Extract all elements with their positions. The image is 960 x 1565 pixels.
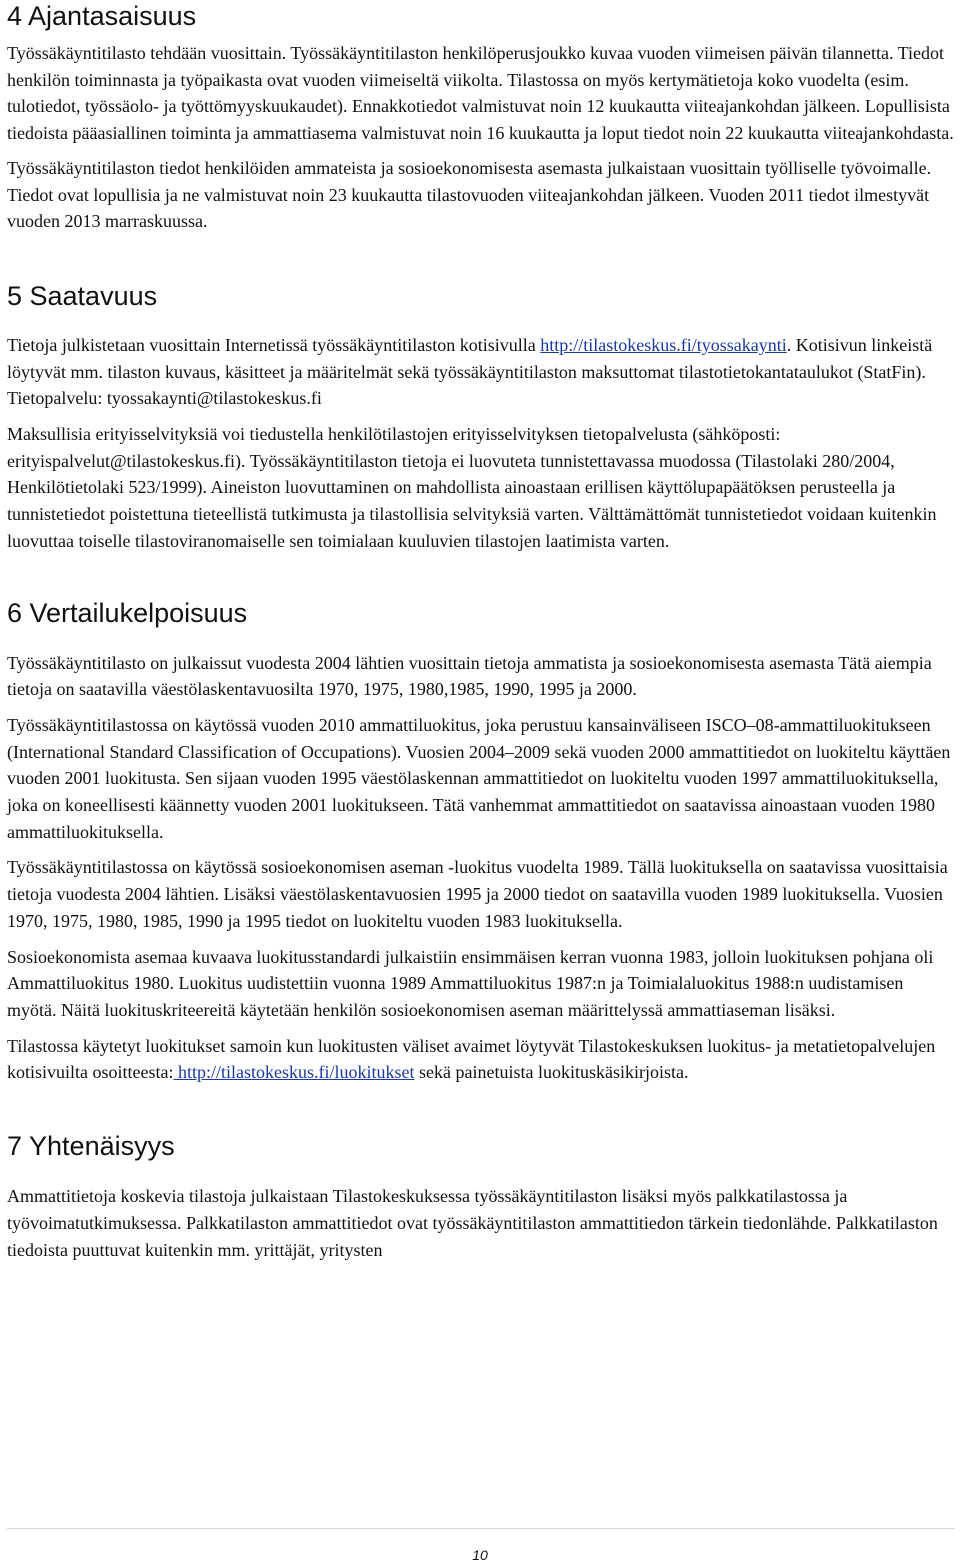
- paragraph: Maksullisia erityisselvityksiä voi tiedustella henkilötilastojen erityisselvityksen tietopalvelusta (sähköposti: erityispalvelut@tilastokeskus.fi). Työssäkäyntitilaston tietoja ei luovuteta tunnistettavassa muodossa (Tilastolaki 280/2004, Henkilötietolaki 523/1999). Aineiston luovuttaminen on mahdollista ainoastaan erillisen käyttölupapäätöksen perusteella ja tunnistetiedot poistettuna tieteellistä tutkimusta ja tilastollisia selvityksiä varten. Välttämättömät tunnistetiedot voidaan kuitenkin luovuttaa toiselle tilastoviranomaiselle sen toimialaan kuuluvien tilastojen laatimista varten.: [7, 424, 937, 551]
- section-saatavuus: [7, 280, 957, 555]
- paragraph: Työssäkäyntitilasto tehdään vuosittain. Työssäkäyntitilaston henkilöperusjoukko kuvaa vuoden viimeisen päivän tilannetta. Tiedot henkilön toiminnasta ja työpaikasta ovat vuoden viimeiseltä viikolta. Tilastossa on myös kertymätietoja koko vuodelta (esim. tulotiedot, työssäolo- ja työttömyyskuukaudet). Ennakkotiedot valmistuvat noin 12 kuukautta viiteajankohdan jälkeen. Lopullisista tiedoista pääasiallinen toiminta ja ammattiasema valmistuvat noin 16 kuukautta ja loput tiedot noin 22 kuukautta viiteajankohdasta.: [7, 43, 954, 144]
- paragraph-text: Tilastossa käytetyt luokitukset samoin kun luokitusten väliset avaimet löytyvät Tilastokeskuksen luokitus- ja metatietopalvelujen kotisivuilta osoitteesta:: [7, 1035, 936, 1083]
- page-content: [7, 0, 957, 1263]
- page-number: 10: [472, 1547, 488, 1563]
- paragraph-text: . Kotisivun linkeistä löytyvät mm. tilaston kuvaus, käsitteet ja määritelmät sekä työssäkäyntitilaston maksuttomat tilastotietokantataulukot (StatFin). Tietopalvelu: tyossakaynti@tilastokeskus.fi: [7, 334, 933, 409]
- section-vertailukelpoisuus: [7, 597, 957, 1087]
- paragraph: [7, 332, 957, 412]
- section-ajantasaisuus: [7, 0, 957, 235]
- footer-divider: [7, 1528, 955, 1529]
- paragraph: Sosioekonomista asemaa kuvaava luokitusstandardi julkaistiin ensimmäisen kerran vuonna 1983, jolloin luokituksen pohjana oli Ammattiluokitus 1980. Luokitus uudistettiin vuonna 1989 Ammattiluokitus 1987:n ja Toimialaluokitus 1988:n uudistamisen myötä. Näitä luokituskriteereitä käytetään henkilön sosioekonomisen aseman määrittelyssä ammattiaseman lisäksi.: [7, 946, 934, 1020]
- section-heading: 4 Ajantasaisuus: [7, 1, 197, 31]
- paragraph: Työssäkäyntitilaston tiedot henkilöiden ammateista ja sosioekonomisesta asemasta julkaistaan vuosittain työlliselle työvoimalle. Tiedot ovat lopullisia ja ne valmistuvat noin 23 kuukautta tilastovuoden viiteajankohdan jälkeen. Vuoden 2011 tiedot ilmestyvät vuoden 2013 marraskuussa.: [7, 157, 932, 232]
- paragraph: Ammattitietoja koskevia tilastoja julkaistaan Tilastokeskuksessa työssäkäyntitilaston lisäksi myös palkkatilastossa ja työvoimatutkimuksessa. Palkkatilaston ammattitiedot ovat työssäkäyntitilaston ammattitiedon tärkein tiedonlähde. Palkkatilaston tiedoista puuttuvat kuitenkin mm. yrittäjät, yritysten: [7, 1186, 938, 1260]
- tyossakaynti-link[interactable]: http://tilastokeskus.fi/tyossakaynti: [540, 334, 787, 355]
- paragraph: Työssäkäyntitilastossa on käytössä vuoden 2010 ammattiluokitus, joka perustuu kansainväliseen ISCO–08-ammattiluokitukseen (International Standard Classification of Occupations). Vuosien 2004–2009 sekä vuoden 2000 ammattitiedot on luokiteltu käyttäen vuoden 2001 luokitusta. Sen sijaan vuoden 1995 väestölaskennan ammattitiedot on luokiteltu vuoden 1997 ammattiluokituksella, joka on koneellisesti käännetty vuoden 2001 luokitukseen. Tätä vanhemmat ammattitiedot on saatavissa ainoastaan vuoden 1980 ammattiluokituksella.: [7, 714, 951, 842]
- paragraph-text: sekä painetuista luokituskäsikirjoista.: [414, 1062, 689, 1083]
- paragraph: [7, 1033, 957, 1086]
- section-heading: 5 Saatavuus: [7, 280, 158, 311]
- paragraph: Työssäkäyntitilastossa on käytössä sosioekonomisen aseman -luokitus vuodelta 1989. Tällä luokituksella on saatavissa vuosittaisia tietoja vuodesta 2004 lähtien. Lisäksi väestölaskentavuosien 1995 ja 2000 tiedot on saatavilla vuoden 1989 luokituksella. Vuosien 1970, 1975, 1980, 1985, 1990 ja 1995 tiedot on luokiteltu vuoden 1983 luokituksella.: [7, 857, 948, 931]
- paragraph: Työssäkäyntitilasto on julkaissut vuodesta 2004 lähtien vuosittain tietoja ammatista ja sosioekonomisesta asemasta Tätä aiempia tietoja on saatavilla väestölaskentavuosilta 1970, 1975, 1980,1985, 1990, 1995 ja 2000.: [7, 652, 932, 700]
- section-heading: 7 Yhtenäisyys: [7, 1131, 175, 1162]
- section-heading: 6 Vertailukelpoisuus: [7, 597, 248, 628]
- section-yhtenaisyys: [7, 1130, 957, 1263]
- luokitukset-link[interactable]: http://tilastokeskus.fi/luokitukset: [173, 1062, 415, 1083]
- paragraph-text: Tietoja julkistetaan vuosittain Internetissä työssäkäyntitilaston kotisivulla: [7, 334, 541, 355]
